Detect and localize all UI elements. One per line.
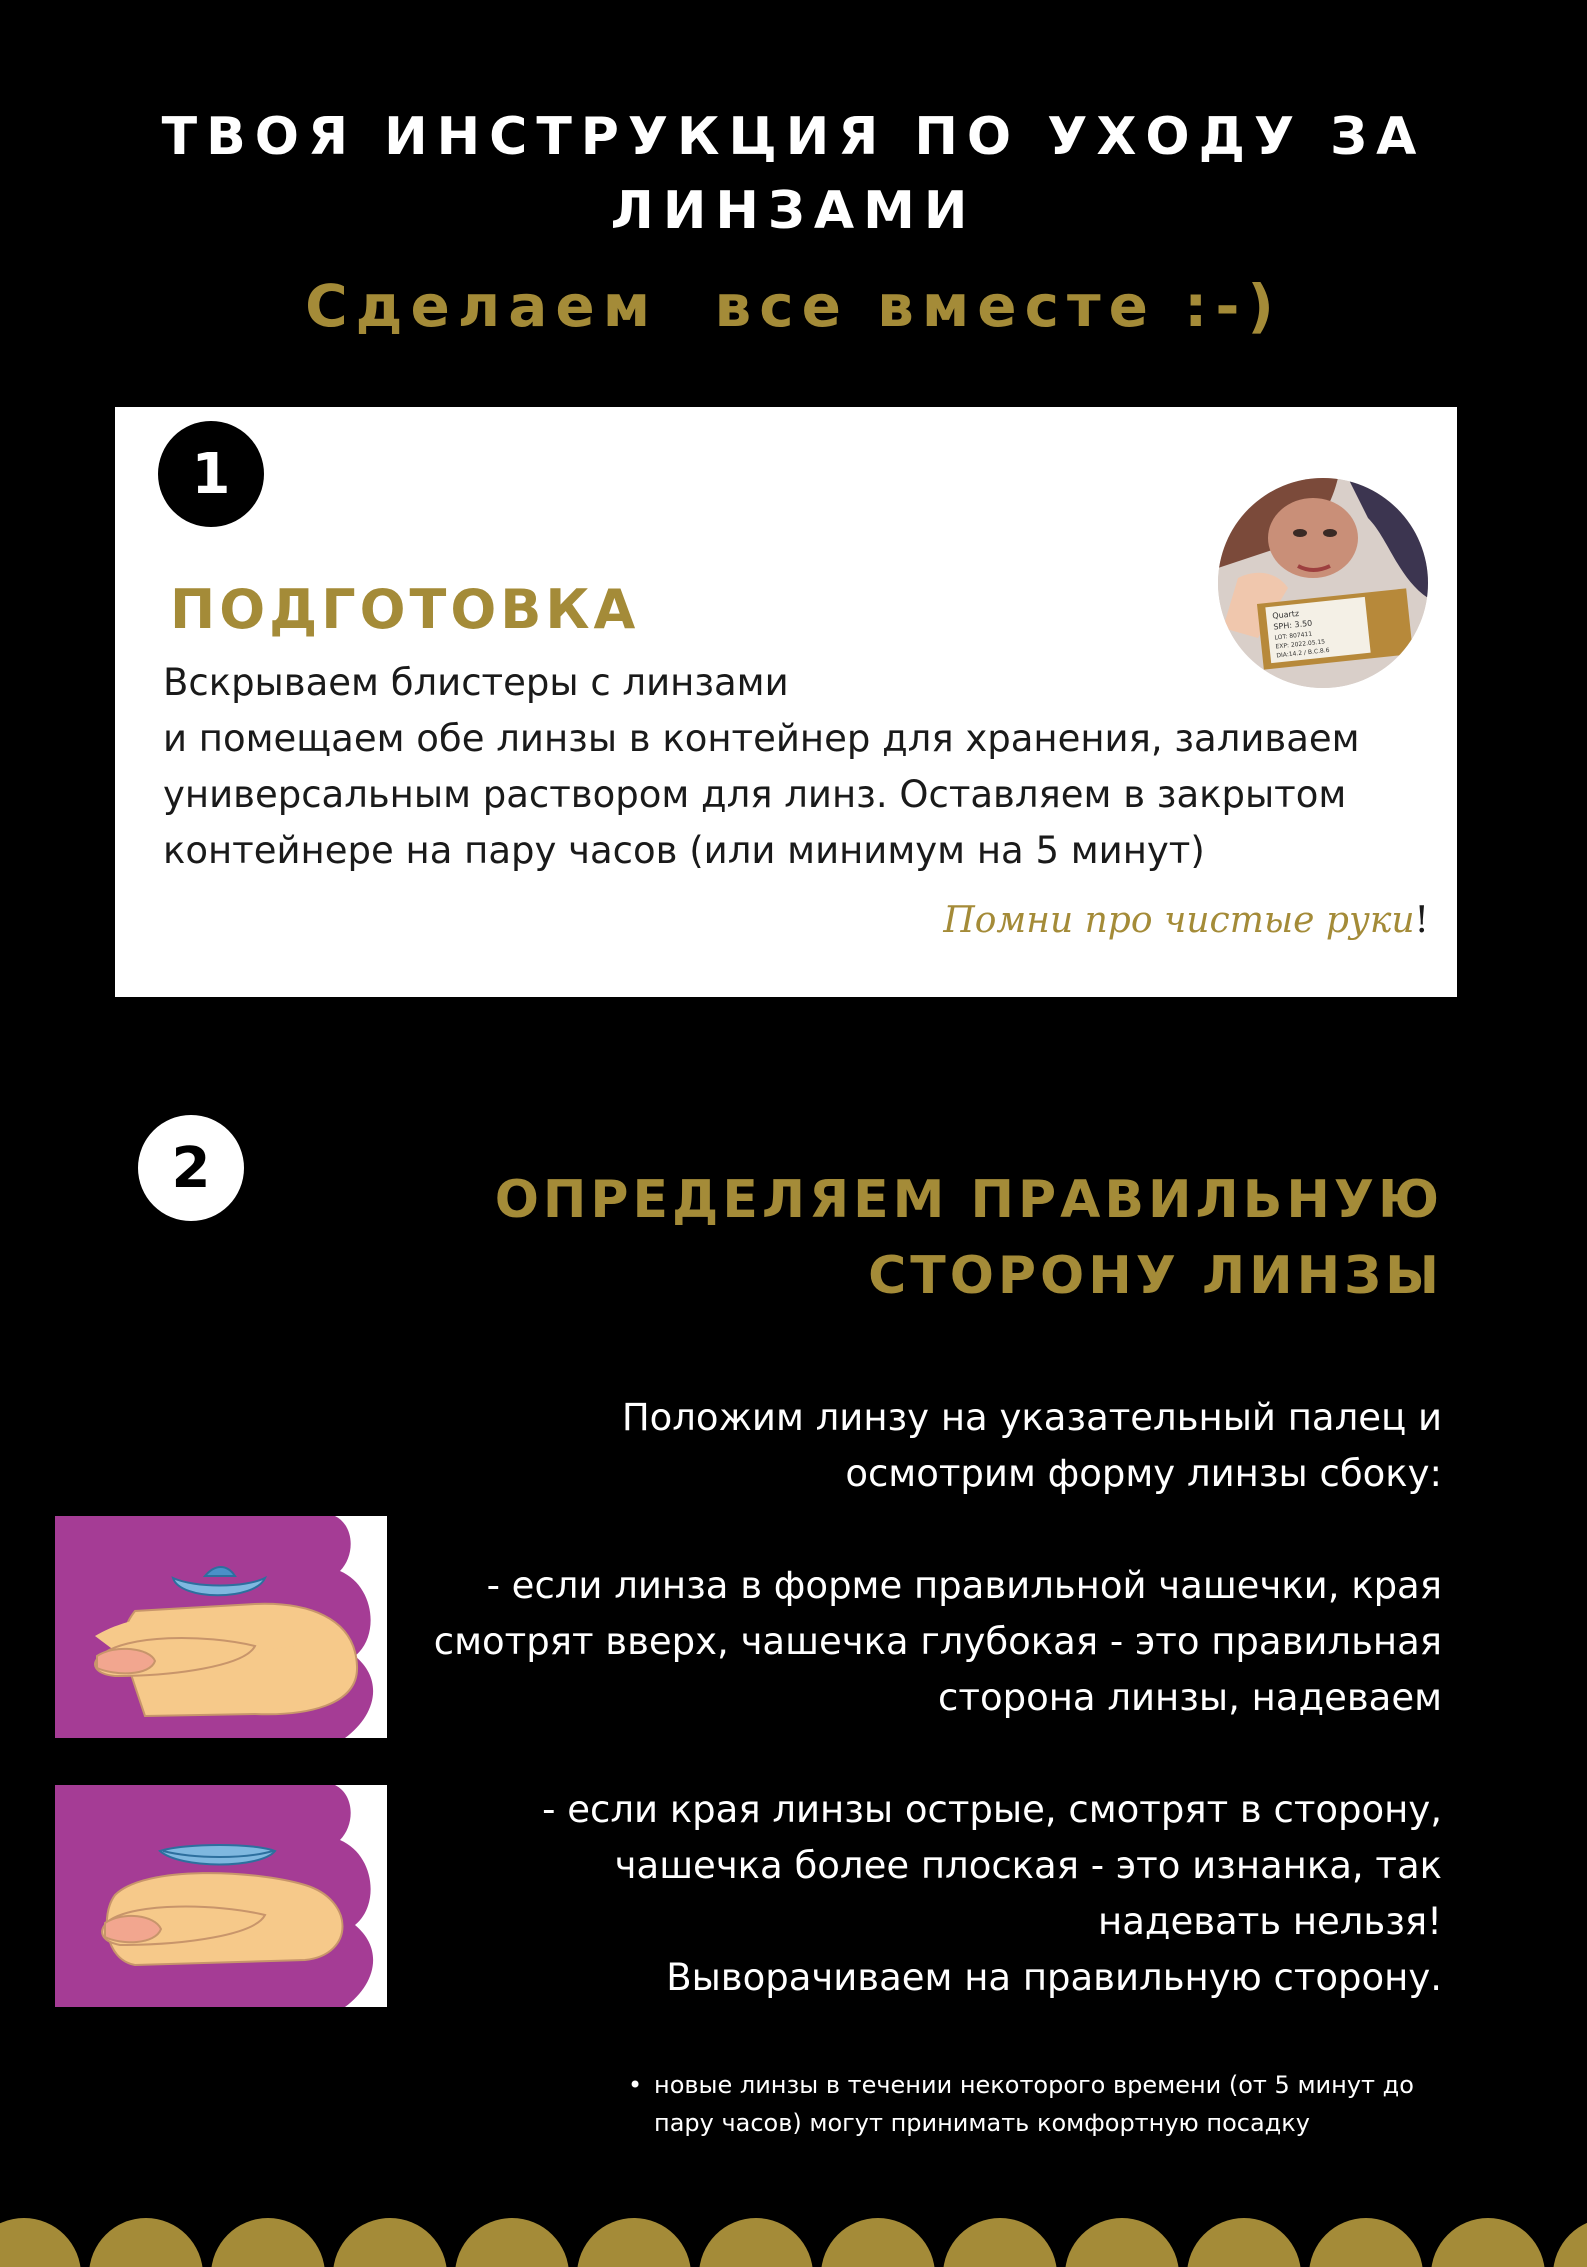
page-title [0, 100, 1587, 248]
correct-lens-illustration [55, 1516, 387, 1738]
package-label-line-1: Quartz [1271, 608, 1300, 621]
scallop [577, 2218, 691, 2267]
footnote-text [628, 2066, 1458, 2142]
step1-text-line-2: и помещаем обе линзы в контейнер для хранения, заливаем [163, 717, 1360, 760]
footnote [628, 2066, 1458, 2142]
package-label-line-5: DIA:14.2 / B.C.8.6 [1276, 646, 1330, 660]
step2-wrong-line-3: надевать нельзя! [1098, 1900, 1442, 1943]
step1-heading: ПОДГОТОВКА [170, 578, 640, 641]
step2-wrong-line-2: чашечка более плоская - это изнанка, так [614, 1844, 1442, 1887]
scallop [943, 2218, 1057, 2267]
scallop [1309, 2218, 1423, 2267]
step1-text-line-3: универсальным раствором для линз. Оставляем в закрытом [163, 773, 1347, 816]
scallop-border [0, 2190, 1587, 2267]
clean-hands-reminder-text: Помни про чистые руки [943, 900, 1415, 941]
step1-number-badge: 1 [158, 421, 264, 527]
scallop [1431, 2218, 1545, 2267]
clean-hands-reminder [943, 900, 1429, 941]
scallop [821, 2218, 935, 2267]
scallop [211, 2218, 325, 2267]
scallop [1553, 2218, 1587, 2267]
step2-intro-line-2: осмотрим форму линзы сбоку: [845, 1452, 1442, 1495]
step1-text [163, 655, 1423, 879]
step2-number-badge: 2 [138, 1115, 244, 1221]
footnote-bullet: • [628, 2071, 643, 2099]
package-label-line-2: SPH: 3.50 [1272, 618, 1313, 632]
step2-correct-line-2: смотрят вверх, чашечка глубокая - это правильная [433, 1620, 1442, 1663]
step1-text-line-1: Вскрываем блистеры с линзами [163, 661, 789, 704]
footnote-line-1: новые линзы в течении некоторого времени (от 5 минут до [654, 2071, 1414, 2099]
footnote-line-2: пару часов) могут принимать комфортную посадку [654, 2109, 1310, 2137]
step2-heading-line-2: СТОРОНУ ЛИНЗЫ [868, 1246, 1443, 1306]
step2-wrong-line-1: - если края линзы острые, смотрят в сторону, [542, 1788, 1442, 1831]
step2-correct-line-1: - если линза в форме правильной чашечки, края [486, 1564, 1442, 1607]
step2-wrong-line-4: Выворачиваем на правильную сторону. [666, 1956, 1442, 1999]
scallop [1065, 2218, 1179, 2267]
step2-text [342, 1390, 1442, 2006]
page-subtitle: Сделаем все вместе :-) [305, 272, 1282, 340]
step2-heading-line-1: ОПРЕДЕЛЯЕМ ПРАВИЛЬНУЮ [494, 1170, 1443, 1230]
scallop [455, 2218, 569, 2267]
scallop [0, 2218, 81, 2267]
scallop [89, 2218, 203, 2267]
spacer [342, 1726, 1442, 1782]
clean-hands-reminder-mark: ! [1414, 900, 1429, 941]
page-title-line-1: ТВОЯ ИНСТРУКЦИЯ ПО УХОДУ ЗА [161, 107, 1426, 167]
page-title-line-2: ЛИНЗАМИ [610, 181, 977, 241]
step2-heading [443, 1162, 1443, 1314]
package-label-line-4: EXP: 2022.05.15 [1275, 638, 1326, 651]
step2-intro-line-1: Положим линзу на указательный палец и [621, 1396, 1442, 1439]
spacer [342, 1502, 1442, 1558]
scallop [333, 2218, 447, 2267]
inverted-lens-illustration [55, 1785, 387, 2007]
scallop [1187, 2218, 1301, 2267]
package-label-line-3: LOT: 807411 [1274, 630, 1313, 642]
step2-correct-line-3: сторона линзы, надеваем [938, 1676, 1442, 1719]
scallop [699, 2218, 813, 2267]
step1-text-line-4: контейнере на пару часов (или минимум на 5 минут) [163, 829, 1205, 872]
